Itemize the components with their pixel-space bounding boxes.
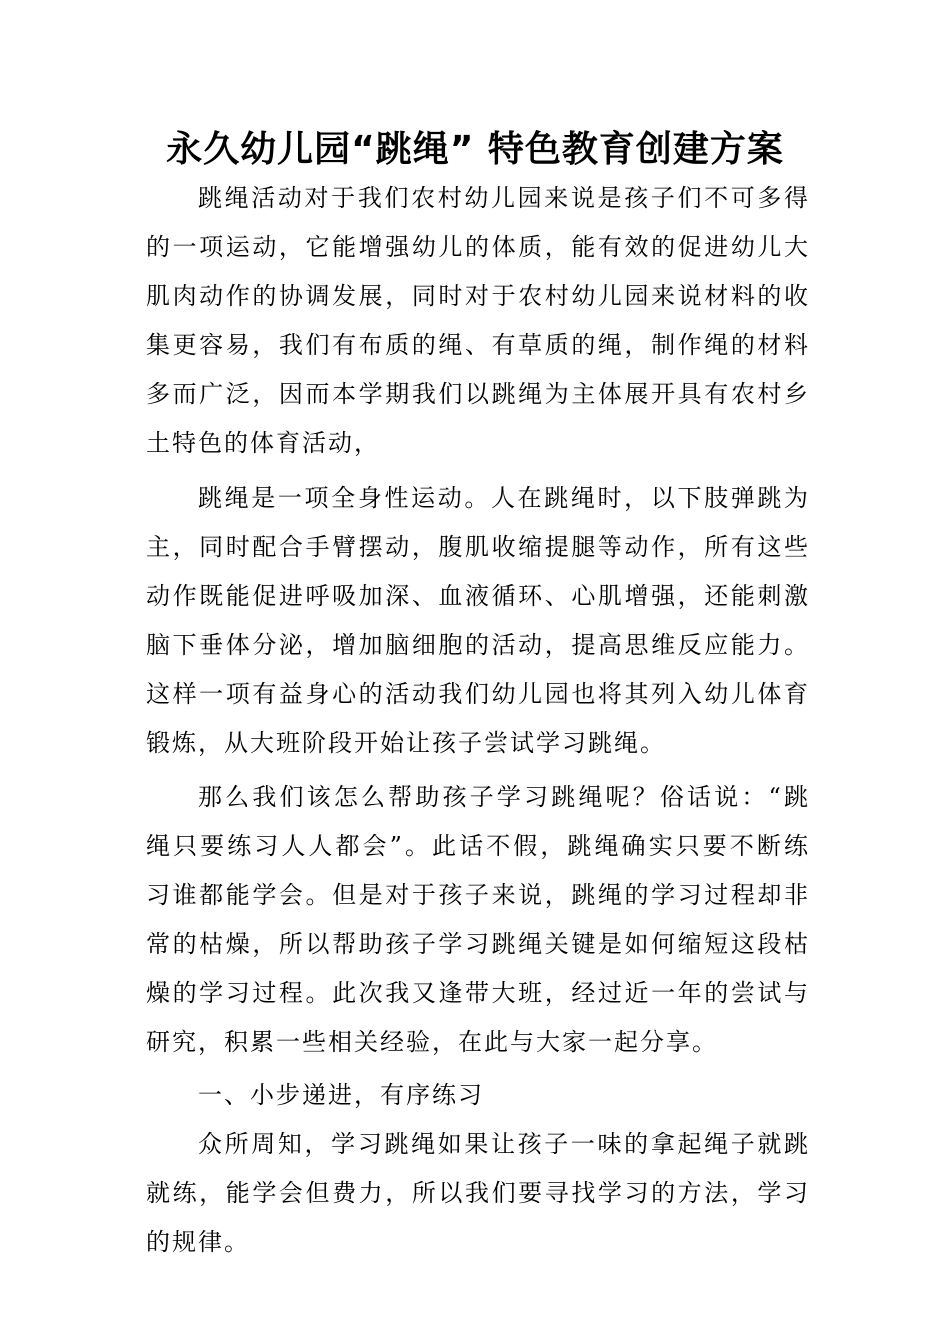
paragraph-benefits: 跳绳是一项全身性运动。人在跳绳时，以下肢弹跳为主，同时配合手臂摆动，腹肌收缩提腿等动作，所有这些动作既能促进呼吸加深、血液循环、心肌增强，还能刺激脑下垂体分泌，增加脑细胞的活动，提高思维反应能力。这样一项有益身心的活动我们幼儿园也将其列入幼儿体育锻炼，从大班阶段开始让孩子尝试学习跳绳。 (146, 484, 810, 757)
paragraph-intro: 跳绳活动对于我们农村幼儿园来说是孩子们不可多得的一项运动，它能增强幼儿的体质，能有效的促进幼儿大肌肉动作的协调发展，同时对于农村幼儿园来说材料的收集更容易，我们有布质的绳、有草质的绳，制作绳的材料多而广泛，因而本学期我们以跳绳为主体展开具有农村乡土特色的体育活动， (146, 184, 810, 457)
section-heading-step-by-step: 一、小步递进，有序练习 (198, 1081, 484, 1109)
paragraph-how-to-help: 那么我们该怎么帮助孩子学习跳绳呢？俗话说：“跳绳只要练习人人都会”。此话不假，跳绳确实只要不断练习谁都能学会。但是对于孩子来说，跳绳的学习过程却非常的枯燥，所以帮助孩子学习跳绳关键是如何缩短这段枯燥的学习过程。此次我又逢带大班，经过近一年的尝试与研究，积累一些相关经验，在此与大家一起分享。 (146, 783, 810, 1056)
document-title: 永久幼儿园“跳绳” 特色教育创建方案 (166, 129, 784, 170)
paragraph-method: 众所周知，学习跳绳如果让孩子一味的拿起绳子就跳就练，能学会但费力，所以我们要寻找学习的方法，学习的规律。 (146, 1130, 810, 1256)
